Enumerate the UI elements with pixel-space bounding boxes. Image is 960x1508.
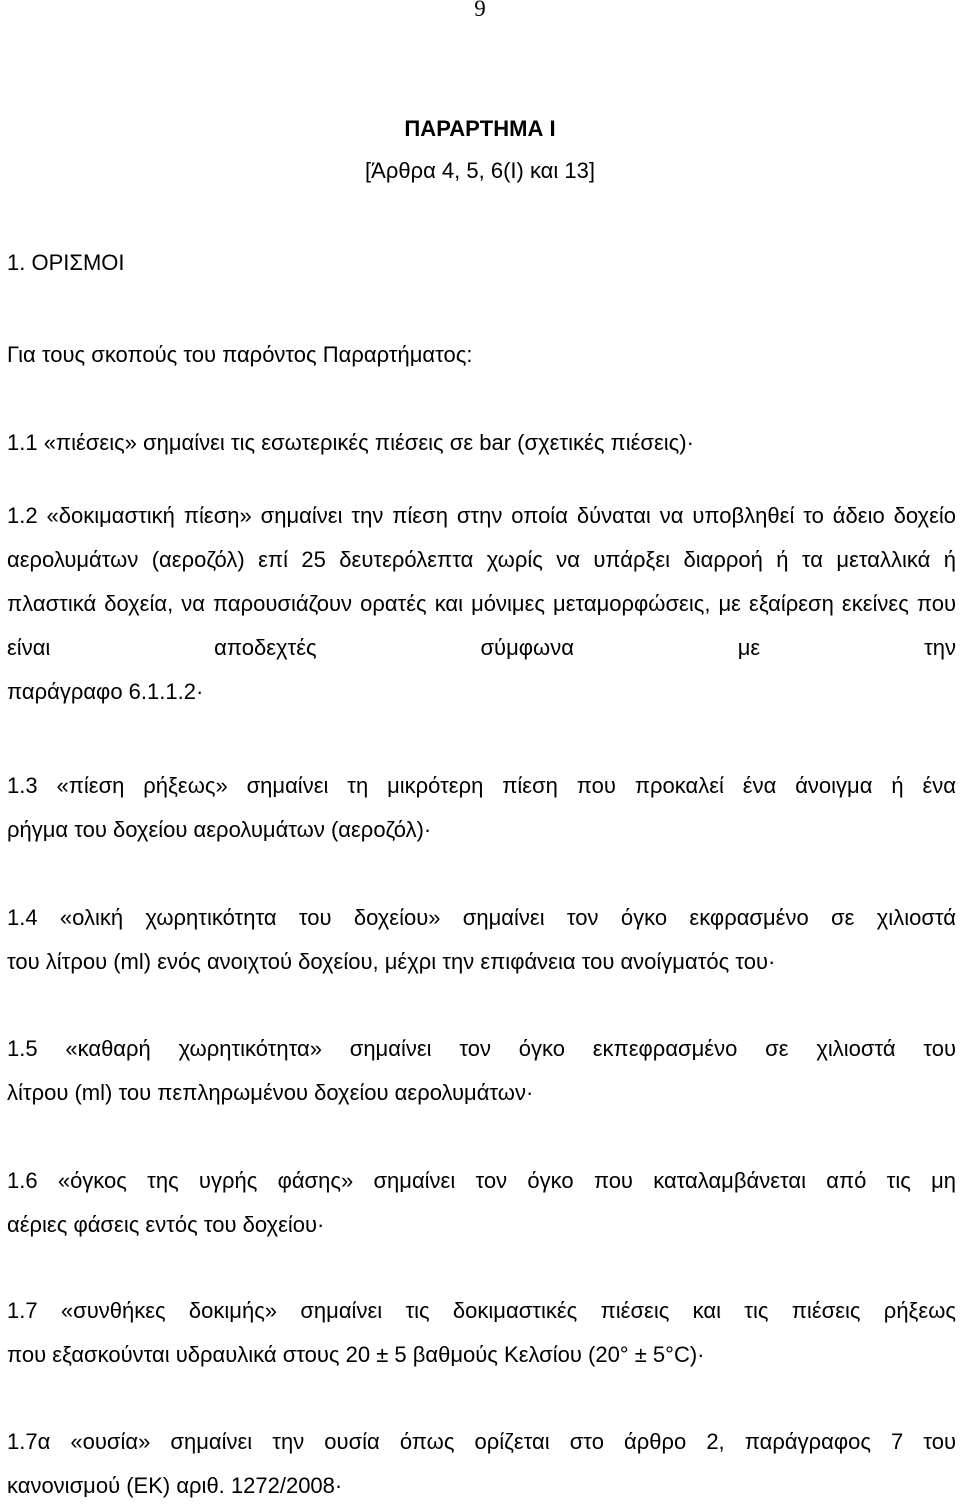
annex-articles: [Άρθρα 4, 5, 6(Ι) και 13] [365, 158, 595, 183]
definition-1-7-body: 1.7 «συνθήκες δοκιμής» σημαίνει τις δοκιμαστικές πιέσεις και τις πιέσεις ρήξεως [7, 1298, 956, 1323]
definition-1-6-body: 1.6 «όγκος της υγρής φάσης» σημαίνει τον όγκο που καταλαμβάνεται από τις μη [7, 1168, 956, 1193]
definition-1-3 [7, 764, 956, 852]
definition-1-2-last: παράγραφο 6.1.1.2· [7, 679, 204, 704]
definition-1-7a-body: 1.7α «ουσία» σημαίνει την ουσία όπως ορίζεται στο άρθρο 2, παράγραφος 7 του [7, 1429, 956, 1454]
definition-1-5 [7, 1027, 956, 1115]
definition-1-2 [7, 494, 956, 714]
definition-1-7 [7, 1289, 956, 1377]
definition-1-5-last: λίτρου (ml) του πεπληρωμένου δοχείου αερολυμάτων· [7, 1080, 534, 1105]
annex-title: ΠΑΡΑΡΤΗΜΑ Ι [404, 116, 556, 141]
definition-1-7-last: που εξασκούνται υδραυλικά στους 20 ± 5 βαθμούς Κελσίου (20° ± 5°C)· [7, 1342, 705, 1367]
definition-1-6-last: αέριες φάσεις εντός του δοχείου· [7, 1212, 325, 1237]
definition-1-7a [7, 1420, 956, 1508]
definition-1-7a-last: κανονισμού (ΕΚ) αριθ. 1272/2008· [7, 1473, 343, 1498]
page-number: 9 [474, 0, 486, 21]
definition-1-1: 1.1 «πιέσεις» σημαίνει τις εσωτερικές πιέσεις σε bar (σχετικές πιέσεις)· [7, 430, 694, 455]
definition-1-3-last: ρήγμα του δοχείου αερολυμάτων (αεροζόλ)· [7, 817, 432, 842]
definition-1-5-body: 1.5 «καθαρή χωρητικότητα» σημαίνει τον όγκο εκπεφρασμένο σε χιλιοστά του [7, 1036, 956, 1061]
definition-1-6 [7, 1159, 956, 1247]
definition-1-4-body: 1.4 «ολική χωρητικότητα του δοχείου» σημαίνει τον όγκο εκφρασμένο σε χιλιοστά [7, 905, 956, 930]
section-intro: Για τους σκοπούς του παρόντος Παραρτήματος: [7, 342, 473, 367]
definition-1-2-body: 1.2 «δοκιμαστική πίεση» σημαίνει την πίεση στην οποία δύναται να υποβληθεί το άδειο δοχείο αερολυμάτων (αεροζόλ) επί 25 δευτερόλεπτα χωρίς να υπάρξει διαρροή ή τα μεταλλικά ή πλαστικά δοχεία, να παρουσιάζουν ορατές και μόνιμες μεταμορφώσεις, με εξαίρεση εκείνες που είναι αποδεχτές σύμφωνα με την [7, 503, 956, 660]
section-heading: 1. ΟΡΙΣΜΟΙ [7, 250, 125, 275]
definition-1-4 [7, 896, 956, 984]
definition-1-3-body: 1.3 «πίεση ρήξεως» σημαίνει τη μικρότερη πίεση που προκαλεί ένα άνοιγμα ή ένα [7, 773, 956, 798]
definition-1-4-last: του λίτρου (ml) ενός ανοιχτού δοχείου, μέχρι την επιφάνεια του ανοίγματός του· [7, 949, 776, 974]
